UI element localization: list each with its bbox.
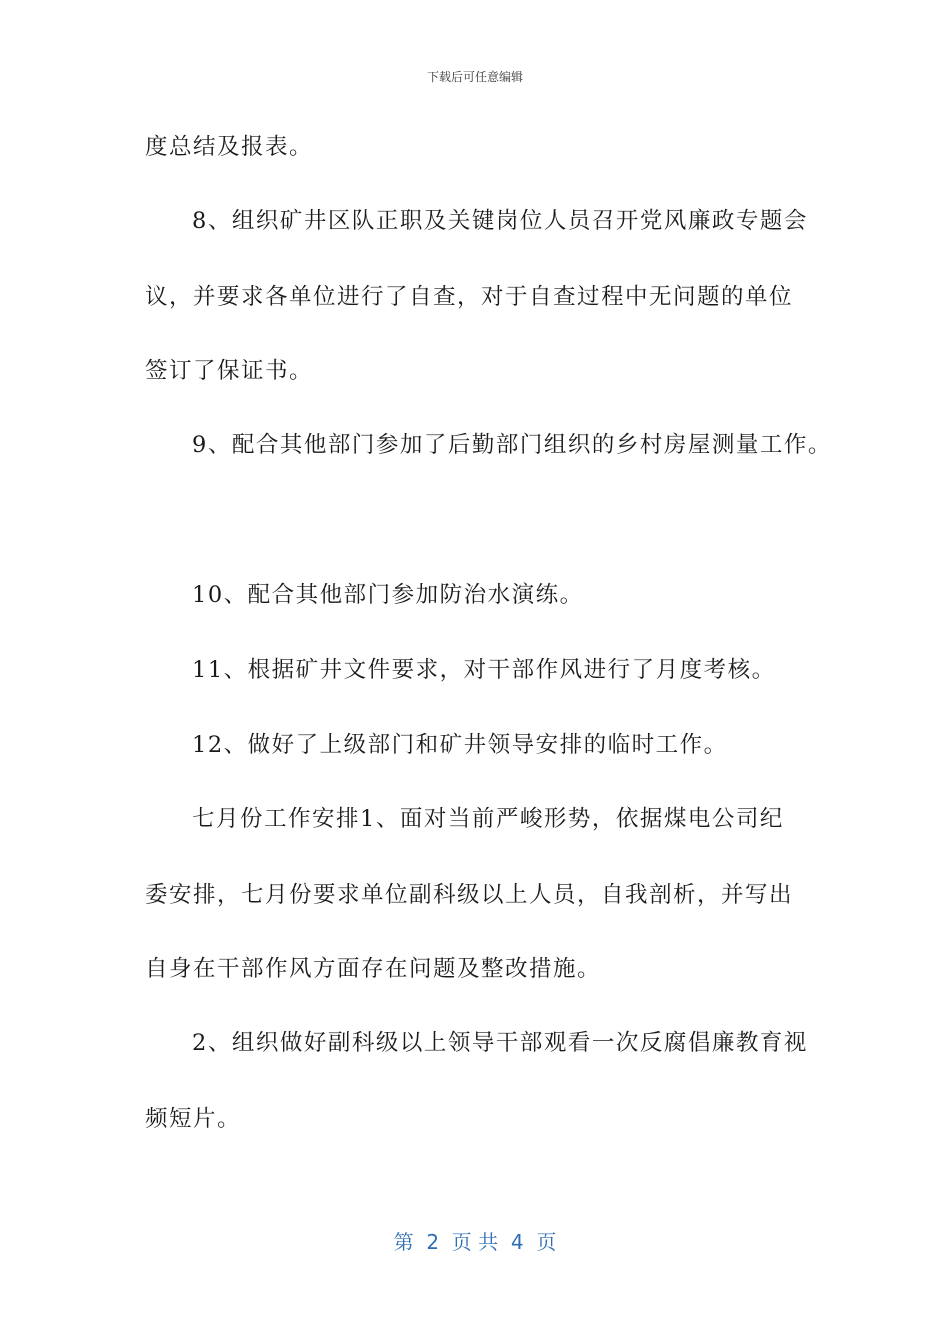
paragraph-line: 议，并要求各单位进行了自查，对于自查过程中无问题的单位 [145,284,794,310]
paragraph-line: 七月份工作安排1、面对当前严峻形势，依据煤电公司纪 [192,806,784,832]
paragraph-line: 度总结及报表。 [145,134,314,160]
page-header-note: 下载后可任意编辑 [426,70,523,84]
page-number-footer: 第 2 页 共 4 页 [393,1230,557,1254]
paragraph-line: 10、配合其他部门参加防治水演练。 [192,582,584,608]
paragraph-line: 频短片。 [145,1106,242,1132]
paragraph-line: 2、组织做好副科级以上领导干部观看一次反腐倡廉教育视 [192,1030,808,1056]
paragraph-line: 签订了保证书。 [145,358,314,384]
paragraph-line: 8、组织矿井区队正职及关键岗位人员召开党风廉政专题会 [192,208,808,234]
paragraph-line: 9、配合其他部门参加了后勤部门组织的乡村房屋测量工作。 [192,432,832,458]
paragraph-line: 委安排，七月份要求单位副科级以上人员，自我剖析，并写出 [145,882,794,908]
paragraph-line: 自身在干部作风方面存在问题及整改措施。 [145,956,602,982]
paragraph-line: 12、做好了上级部门和矿井领导安排的临时工作。 [192,732,728,758]
paragraph-line: 11、根据矿井文件要求，对干部作风进行了月度考核。 [192,657,776,683]
